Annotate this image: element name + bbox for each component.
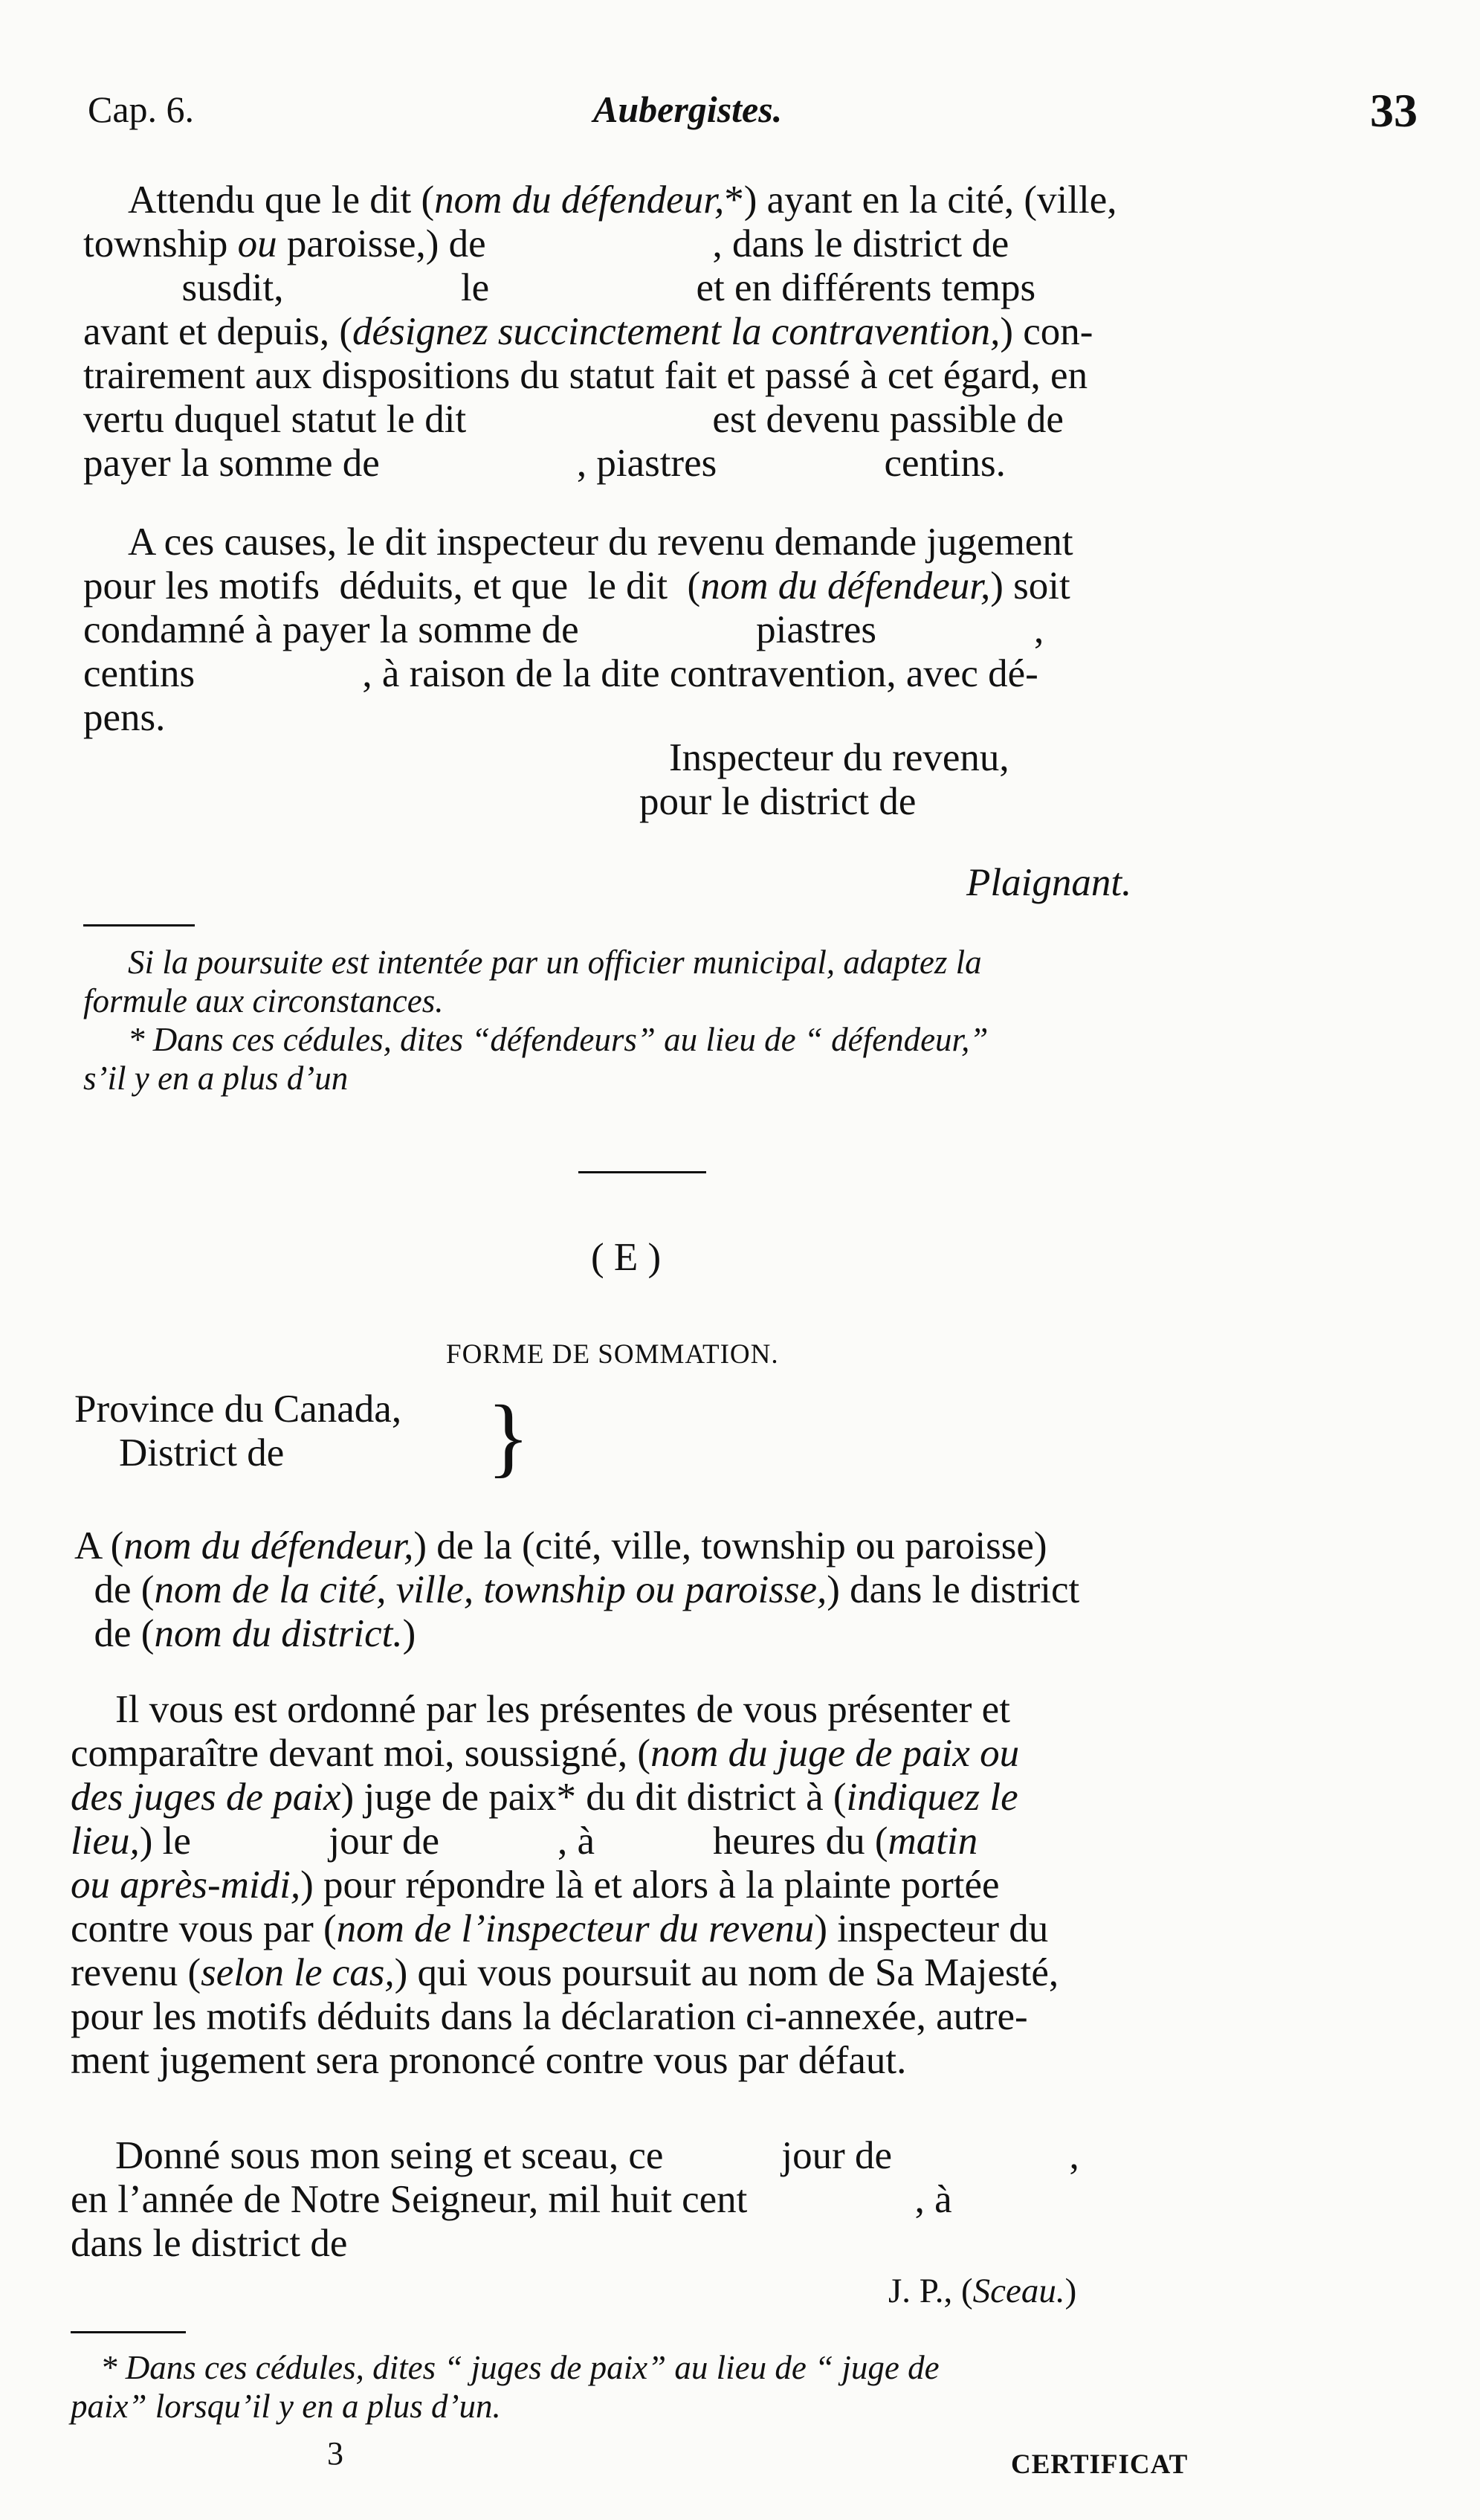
text-line: pour les motifs déduits dans la déclaration ci-annexée, autre- <box>71 1995 1028 2038</box>
running-title: Aubergistes. <box>593 88 783 130</box>
text-line: payer la somme de , piastres centins. <box>83 442 1006 485</box>
text-line: des juges de paix) juge de paix* du dit district à (indiquez le <box>71 1776 1018 1819</box>
justice-signature <box>888 2269 1076 2313</box>
footnote-line: * Dans ces cédules, dites “ juges de paix” au lieu de “ juge de <box>100 2349 940 2386</box>
footnote-line: * Dans ces cédules, dites “défendeurs” au lieu de “ défendeur,” <box>128 1021 989 1058</box>
text-line: trairement aux dispositions du statut fait et passé à cet égard, en <box>83 354 1088 397</box>
text-line: A ces causes, le dit inspecteur du revenu demande jugement <box>128 521 1073 564</box>
text-line: ment jugement sera prononcé contre vous par défaut. <box>71 2039 907 2082</box>
text-line: Il vous est ordonné par les présentes de vous présenter et <box>115 1688 1010 1731</box>
text-line: susdit, le et en différents temps <box>83 266 1036 309</box>
text-line: Attendu que le dit (nom du défendeur,*) ayant en la cité, (ville, <box>128 178 1117 222</box>
text-line: dans le district de <box>71 2222 348 2265</box>
text-line: comparaître devant moi, soussigné, (nom du juge de paix ou <box>71 1732 1020 1775</box>
footnote-line: paix” lorsqu’il y en a plus d’un. <box>71 2388 501 2425</box>
given-paragraph <box>71 2134 1379 2266</box>
footnote-line: s’il y en a plus d’un <box>83 1060 349 1097</box>
text-line: condamné à payer la somme de piastres , <box>83 608 1044 651</box>
text-line: contre vous par (nom de l’inspecteur du revenu) inspecteur du <box>71 1907 1049 1950</box>
venue <box>74 1388 401 1475</box>
footnote-municipal <box>83 943 1392 1098</box>
catchword: CERTIFICAT <box>1011 2449 1189 2480</box>
text-line: Donné sous mon seing et sceau, ce jour de , <box>115 2134 1079 2177</box>
province-line: Province du Canada, <box>74 1388 402 1431</box>
jp-label: J. P., ( <box>888 2272 973 2310</box>
district-line: District de <box>119 1431 285 1475</box>
text-line: ou après-midi,) pour répondre là et alors à la plainte portée <box>71 1863 1000 1907</box>
text-line: pens. <box>83 696 166 739</box>
judgment-paragraph <box>83 521 1392 740</box>
footnote-divider <box>71 2331 186 2333</box>
text-line: revenu (selon le cas,) qui vous poursuit au nom de Sa Majesté, <box>71 1951 1059 1994</box>
text-line: vertu duquel statut le dit est devenu passible de <box>83 398 1064 441</box>
signature-mark: 3 <box>327 2435 343 2472</box>
text-line: pour les motifs déduits, et que le dit (nom du défendeur,) soit <box>83 564 1070 608</box>
summons-paragraph <box>71 1688 1379 2083</box>
footnote-line: formule aux circonstances. <box>83 982 444 1019</box>
text-line: avant et depuis, (désignez succinctement la contravention,) con- <box>83 310 1093 353</box>
footnote-justices <box>71 2348 1379 2426</box>
divider <box>83 924 195 927</box>
section-letter: ( E ) <box>591 1236 662 1279</box>
text-line: township ou paroisse,) de , dans le district de <box>83 222 1009 265</box>
footnote-line: Si la poursuite est intentée par un officier municipal, adaptez la <box>128 944 982 981</box>
text-line: centins , à raison de la dite contravention, avec dé- <box>83 652 1038 695</box>
section-title: FORME DE SOMMATION. <box>446 1339 779 1370</box>
district-line: pour le district de <box>639 780 917 823</box>
declaration-paragraph <box>83 178 1392 486</box>
inspector-title: Inspecteur du revenu, <box>669 736 1009 779</box>
text-line: de (nom de la cité, ville, township ou paroisse,) dans le district <box>74 1568 1080 1611</box>
section-divider <box>578 1171 706 1173</box>
text-line: de (nom du district.) <box>74 1612 416 1655</box>
text-line: A (nom du défendeur,) de la (cité, ville, township ou paroisse) <box>74 1524 1047 1567</box>
plaintiff-label: Plaignant. <box>966 861 1132 904</box>
seal-label: Sceau. <box>972 2272 1065 2310</box>
text-line: en l’année de Notre Seigneur, mil huit cent , à <box>71 2178 952 2221</box>
text-line: lieu,) le jour de , à heures du (matin <box>71 1820 978 1863</box>
chapter-label: Cap. 6. <box>88 88 195 130</box>
page-number: 33 <box>1370 84 1418 137</box>
address-paragraph <box>74 1524 1383 1656</box>
brace-mark: } <box>487 1387 530 1486</box>
inspector-signature <box>639 736 1009 824</box>
jp-close: ) <box>1064 2272 1077 2310</box>
